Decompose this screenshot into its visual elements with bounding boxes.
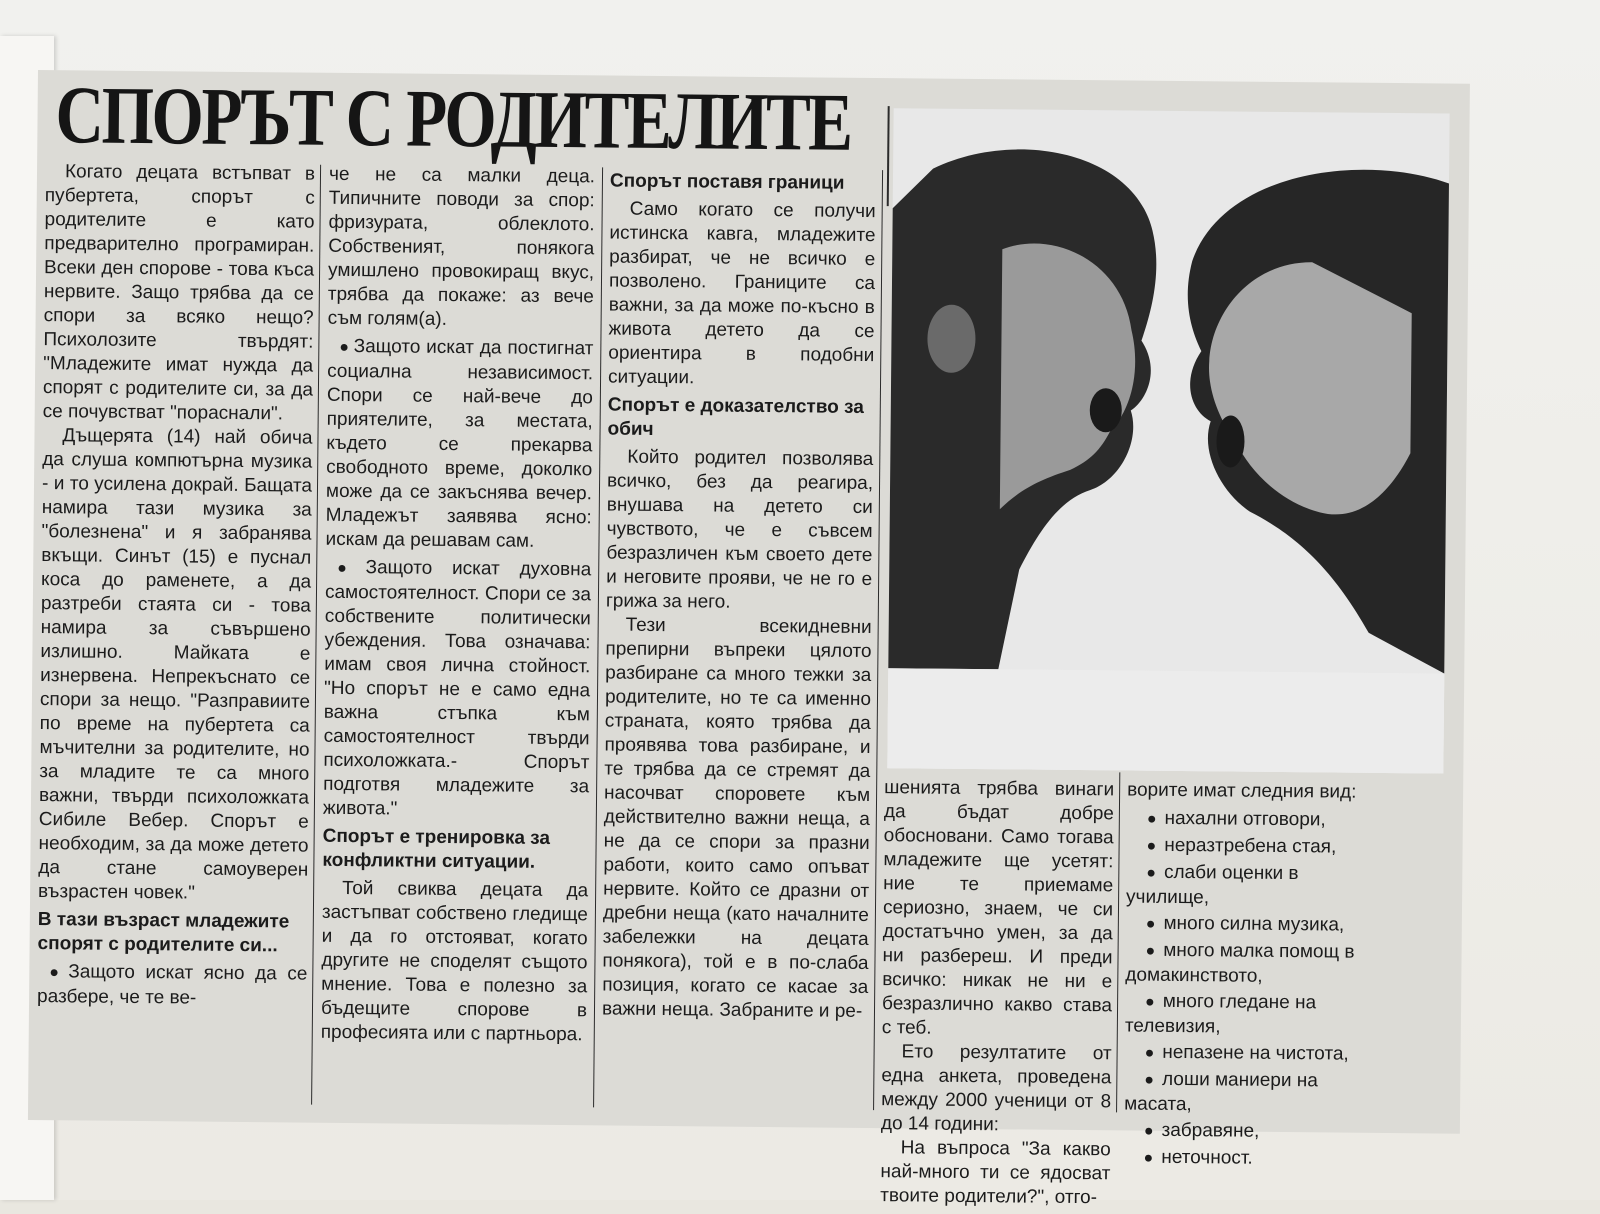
list-intro: ворите имат следния вид: — [1127, 779, 1357, 803]
column-rule — [1116, 772, 1120, 1112]
subheading: В тази възраст младежите спорят с родителите си... — [37, 909, 290, 957]
list-item: ● забравяне, — [1124, 1118, 1382, 1145]
subheading: Спорът е доказателство за обич — [607, 394, 864, 440]
subheading: Спорът поставя граници — [609, 170, 845, 194]
list-item: ● слаби оценки в училище, — [1126, 860, 1384, 911]
bullet-paragraph: ● Защото искат духовна самостоятелност. Спори се за собствените политически убеждения. Това означава: имам своя лична стойност. "Но спорът не е само една важна стъпка към самостоятелност твърди психоложката.- Спорът подготвя младежите за живота." — [323, 556, 592, 824]
paragraph: Дъщерята (14) най обича да слуша компютърна музика - и то усилена докрай. Бащата намира тази музика за "болезнена" и я забранява вкъщи. Синът (15) е пуснал коса до раменете, а да разтреби стаята си - това намира за съвършено излишно. Майката е изнервена. Непрекъснато се спори за нещо. "Разправиите по време на пубертета са мъчителни за родителите, но за младите те са много важни, твърди психоложката Сибиле Вебер. Спорът е необходим, за да може детето да стане самоуверен възрастен човек." — [38, 425, 313, 904]
subheading: Спорът е тренировка за конфликтни ситуации. — [322, 825, 551, 873]
headline: СПОРЪТ С РОДИТЕЛИТЕ — [55, 69, 852, 168]
photo-illustration — [887, 108, 1449, 773]
list-item: ● много силна музика, — [1126, 911, 1384, 938]
bullet-paragraph: ● Защото искат ясно да се разбере, че те ве- — [37, 960, 307, 1012]
survey-results-list — [1123, 806, 1384, 1172]
list-item: ● нахални отговори, — [1127, 806, 1385, 833]
list-item: ● много гледане на телевизия, — [1125, 989, 1383, 1040]
paragraph: Когато децата встъпват в пубертета, спорът с родителите е като предварително програмиран. Всеки ден спорове - това къса нервите. Защо трябва да се спори за всяко нещо? Психолозите твърдят: "Младежите имат нужда да спорят с родителите си, за да се почувстват "пораснали". — [42, 161, 316, 425]
paragraph: шенията трябва винаги да бъдат добре обосновани. Само тогава младежите ще усетят: ние те приемаме сериозно, знаем, че си достатъчно умен, за да ни разбереш. И преди всичко: никак не ни е безразлично какво става с теб. — [881, 777, 1115, 1039]
paragraph: На въпроса "За какво най-много ти се ядосват твоите родители?", отго- — [880, 1137, 1111, 1209]
paragraph: Само когато се получи истинска кавга, младежите разбират, че не всичко е позволено. Границите са важни, за да може по-късно в живота детето да се ориентира в подобни ситуации. — [607, 198, 876, 389]
article-column-2 — [320, 163, 595, 1106]
article-column-5 — [1124, 778, 1385, 1169]
paragraph: че не са малки деца. Типичните поводи за спор: фризурата, облеклото. Собственият, понякога умишлено провокиращ вкус, трябва да покаже: аз вече съм голям(а). — [327, 163, 596, 330]
paragraph: Тези всекидневни препирни въпреки цялото разбиране са много тежки за родителите, но те са именно страната, която трябва да проявява това разбиране, и те трябва да се стремят да насочват споровете към действително важни неща, а не да се спори за празни работи, които само опъват нервите. Който се дразни от дребни неща (като началните забележки на децата понякога), той е в по-слаба позиция, когато се касае за важни неща. Забраните и ре- — [601, 614, 872, 1022]
paragraph: Той свиква децата да застъпват собствено гледище и да го отстояват, когато другите не споделят същото мнение. Това е полезно за бъдещите спорове в професията или с партньора. — [320, 877, 589, 1046]
headline-rule — [887, 106, 890, 206]
article-column-4 — [880, 776, 1115, 1209]
paragraph: Ето резултатите от една анкета, проведена между 2000 ученици от 8 до 14 години: — [880, 1041, 1112, 1136]
list-item: ● неточност. — [1123, 1145, 1381, 1172]
bullet-paragraph: ● Защото искат да постигнат социална независимост. Спори се най-вече до приятелите, за местата, където се прекарва свободното време, доколко може да се закъснява вечер. Младежът заявява ясно: искам да решавам сам. — [325, 335, 593, 555]
paragraph: Който родител позволява всичко, без да реагира, внушава на детето си чувството, че е съвсем безразличен към своето дете и неговите прояви, че не го е грижа за него. — [605, 446, 874, 613]
newspaper-clipping — [28, 69, 1470, 1209]
article-column-1 — [36, 160, 315, 1103]
list-item: ● много малка помощ в домакинството, — [1125, 938, 1383, 989]
list-item: ● непазене на чистота, — [1124, 1040, 1382, 1067]
photo-arguing-faces — [887, 108, 1449, 773]
list-item: ● лоши маниери на масата, — [1124, 1067, 1382, 1118]
article-column-3 — [601, 165, 876, 1108]
list-item: ● неразтребена стая, — [1126, 833, 1384, 860]
